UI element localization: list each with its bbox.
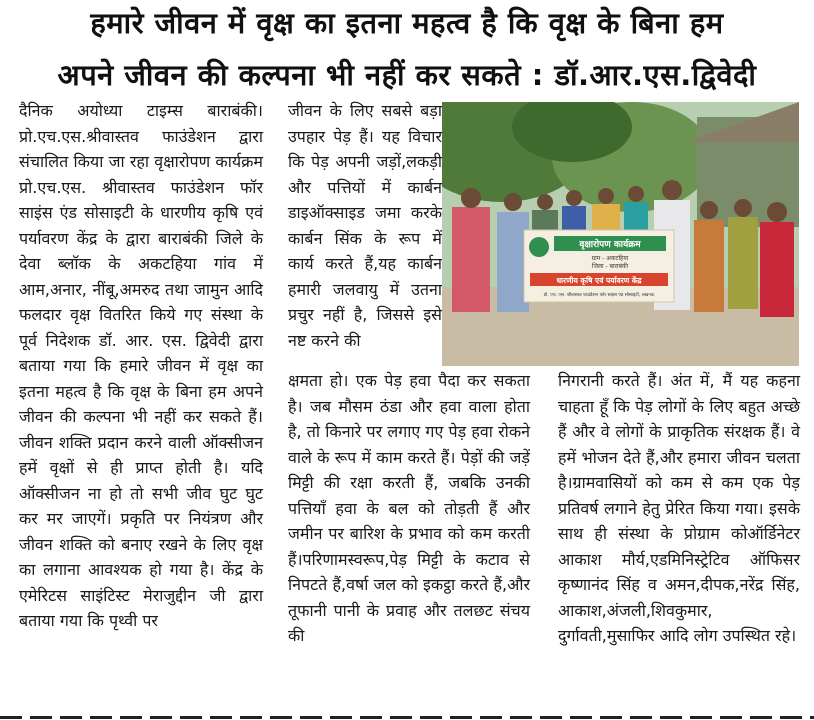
banner-logo: [529, 237, 549, 257]
banner-subtitle-2: जिला - बाराबंकी: [591, 263, 629, 270]
article-text-col2: जीवन के लिए सबसे बड़ा उपहार पेड़ हैं। यह विचार कि पेड़ अपनी जड़ों,लकड़ी और पत्तियों में कार्बन डाइऑक्साइड जमा करके कार्बन सिंक के रूप में कार्य करते हैं,यह कार्बन हमारी जलवायु में उतना प्रचुर नहीं है, जिससे इसे नष्ट करने की: [288, 101, 442, 350]
banner-subtitle-1: ग्राम - अकटहिया: [591, 255, 629, 262]
photo-illustration: [442, 102, 799, 366]
article-column-4: [558, 368, 800, 649]
banner-footer: प्रो. एच. एस. श्रीवास्तव फाउंडेशन फॉर साइंस एंड सोसाइटी, लखनऊ: [543, 293, 655, 298]
news-photo: [442, 102, 799, 366]
article-text-col3: क्षमता हो। एक पेड़ हवा पैदा कर सकता है। जब मौसम ठंडा और हवा वाला होता है, तो किनारे पर लगाए गए पेड़ हवा रोकने वाले के रूप में काम करते हैं। पेड़ों की जड़ें मिट्टी की रक्षा करती हैं, जबकि उनकी पत्तियाँ हवा के बल को तोड़ती हैं और जमीन पर बारिश के प्रभाव को कम करती हैं।परिणामस्वरूप,पेड़ मिट्टी के कटाव से निपटते हैं,वर्षा जल को इकट्ठा करते हैं,और तूफानी पानी के प्रवाह और तलछट संचय की: [288, 371, 530, 645]
article-column-1: [19, 98, 263, 634]
event-banner: [524, 230, 674, 302]
article-text-col4: निगरानी करते हैं। अंत में, मैं यह कहना चाहता हूँ कि पेड़ लोगों के लिए बहुत अच्छे हैं और वे लोगों के प्राकृतिक संरक्षक हैं। वे हमें भोजन देते हैं,और हमारा जीवन चलता है।ग्रामवासियों को कम से कम एक पेड़ प्रतिवर्ष लगाने हेतु प्रेरित किया गया। इसके साथ ही संस्था के प्रोग्राम कोऑर्डिनेटर आकाश मौर्य,एडमिनिस्ट्रेटिव ऑफिसर कृष्णानंद सिंह व अमन,दीपक,नरेंद्र सिंह, आकाश,अंजली,शिवकुमार, दुर्गावती,मुसाफिर आदि लोग उपस्थित रहे।: [558, 371, 800, 645]
article-text-col1: दैनिक अयोध्या टाइम्स बाराबंकी। प्रो.एच.एस.श्रीवास्तव फाउंडेशन द्वारा संचालित किया जा रहा वृक्षारोपण कार्यक्रम प्रो.एच.एस. श्रीवास्तव फाउंडेशन फॉर साइंस एंड सोसाइटी के धारणीय कृषि एवं पर्यावरण केंद्र के द्वारा बाराबंकी जिले के देवा ब्लॉक के अकटहिया गांव में आम,अनार, नींबू,अमरुद तथा जामुन आदि फलदार वृक्ष वितरित किये गए संस्था के पूर्व निदेशक डॉ. आर. एस. द्विवेदी द्वारा बताया गया कि हमारे जीवन में वृक्ष का इतना महत्व है कि वृक्ष के बिना हम अपने जीवन की कल्पना भी नहीं कर सकते हैं। जीवन शक्ति प्रदान करने वाली ऑक्सीजन हमें वृक्षों से ही प्राप्त होती है। यदि ऑक्सीजन ना हो तो सभी जीव घुट घुट कर मर जाएगें। प्रकृति पर नियंत्रण और जीवन शक्ति को बनाए रखने के लिए वृक्ष का लगाना आवश्यक हो गया है। केंद्र के एमेरिटस साइंटिस्ट मेराजुद्दीन जी द्वारा बताया गया कि पृथ्वी पर: [19, 101, 263, 630]
banner-title: वृक्षारोपण कार्यक्रम: [579, 240, 641, 250]
headline-line-1: हमारे जीवन में वृक्ष का इतना महत्व है कि वृक्ष के बिना हम: [90, 6, 724, 40]
headline-line-2: अपने जीवन की कल्पना भी नहीं कर सकते : डॉ.आर.एस.द्विवेदी: [57, 58, 757, 92]
article-column-3: [288, 368, 530, 649]
next-headline-cutoff: [0, 712, 814, 720]
article-column-2: [288, 98, 442, 353]
banner-main-text: धारणीय कृषि एवं पर्यावरण केंद्र: [556, 276, 642, 285]
